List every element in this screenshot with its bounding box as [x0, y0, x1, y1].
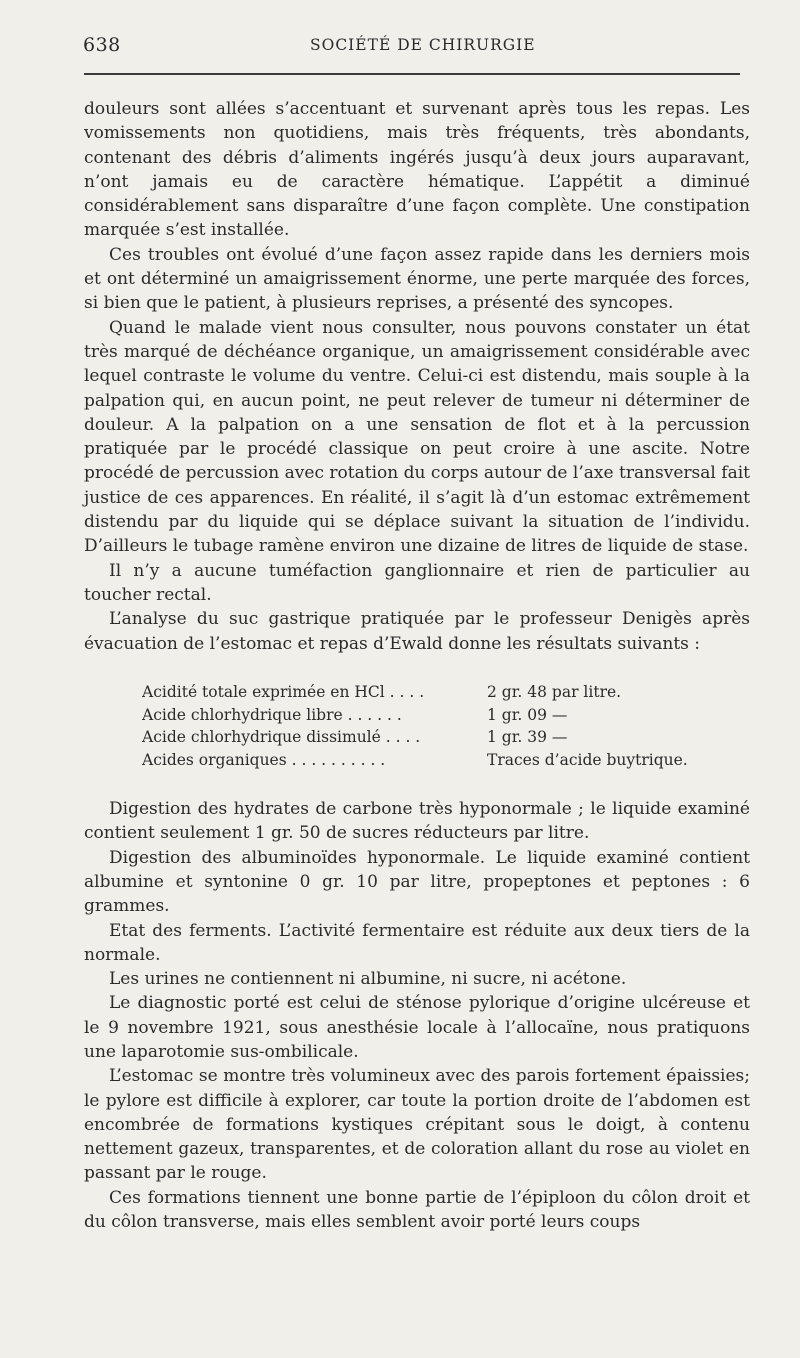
result-value: 1 gr. 09 —: [487, 705, 568, 724]
result-label: Acide chlorhydrique libre . . . . . .: [142, 705, 402, 724]
page-header: [0, 0, 800, 70]
header-rule: [84, 73, 740, 75]
paragraph: Quand le malade vient nous consulter, nous pouvons constater un état très marqué de déchéance organique, un amaigrissement considérable avec lequel contraste le volume du ventre. Celui-ci est distendu, mais souple à la palpation qui, en aucun point, ne peut relever de tumeur ni déterminer de douleur. A la palpation on a une sensation de flot et à la percussion pratiquée par le procédé classique on peut croire à une ascite. Notre procédé de percussion avec rotation du corps autour de l’axe transversal fait justice de ces apparences. En réalité, il s’agit là d’un estomac extrêmement distendu par du liquide qui se déplace suivant la situation de l’individu. D’ailleurs le tubage ramène environ une dizaine de litres de liquide de stase.: [84, 317, 750, 557]
paragraph: Digestion des albuminoïdes hyponormale. Le liquide examiné contient albumine et syntonine 0 gr. 10 par litre, propeptones et peptones : 6 grammes.: [84, 847, 750, 917]
results-row: [142, 726, 732, 749]
result-label: Acidité totale exprimée en HCl . . . .: [142, 682, 425, 701]
results-row: [142, 749, 732, 772]
result-value: 1 gr. 39 —: [487, 728, 568, 747]
paragraph: Ces formations tiennent une bonne partie de l’épiploon du côlon droit et du côlon transverse, mais elles semblent avoir porté leurs coups: [84, 1187, 750, 1233]
result-label: Acide chlorhydrique dissimulé . . . .: [142, 728, 421, 747]
page-number: 638: [83, 34, 121, 56]
paragraph: Il n’y a aucune tuméfaction ganglionnaire et rien de particulier au toucher rectal.: [84, 560, 750, 605]
paragraph: douleurs sont allées s’accentuant et survenant après tous les repas. Les vomissements non quotidiens, mais très fréquents, très abondants, contenant des débris d’aliments ingérés jusqu’à deux jours auparavant, n’ont jamais eu de caractère hématique. L’appétit a diminué considérablement sans disparaître d’une façon complète. Une constipation marquée s’est installée.: [84, 99, 750, 241]
results-row: [142, 704, 732, 727]
result-value: 2 gr. 48 par litre.: [487, 682, 622, 701]
paragraph: L’estomac se montre très volumineux avec des parois fortement épaissies; le pylore est difficile à explorer, car toute la portion droite de l’abdomen est encombrée de formations kystiques crépitant sous le doigt, à contenu nettement gazeux, transparentes, et de coloration allant du rose au violet en passant par le rouge.: [84, 1066, 750, 1184]
analysis-results-table: [142, 681, 732, 772]
running-title: SOCIÉTÉ DE CHIRURGIE: [310, 36, 536, 54]
paragraph: Etat des ferments. L’activité fermentaire est réduite aux deux tiers de la normale.: [84, 920, 750, 965]
paragraph: Le diagnostic porté est celui de sténose pylorique d’origine ulcéreuse et le 9 novembre 1921, sous anesthésie locale à l’allocaïne, nous pratiquons une laparotomie sus-ombilicale.: [84, 993, 750, 1062]
paragraph: Digestion des hydrates de carbone très hyponormale ; le liquide examiné contient seulement 1 gr. 50 de sucres réducteurs par litre.: [84, 799, 750, 844]
body-text: [84, 97, 750, 1234]
paragraph: Ces troubles ont évolué d’une façon assez rapide dans les derniers mois et ont déterminé un amaigrissement énorme, une perte marquée des forces, si bien que le patient, à plusieurs reprises, a présenté des syncopes.: [84, 244, 750, 314]
results-row: [142, 681, 732, 704]
paragraph: L’analyse du suc gastrique pratiquée par le professeur Denigès après évacuation de l’estomac et repas d’Ewald donne les résultats suivants :: [84, 609, 750, 654]
paragraph: Les urines ne contiennent ni albumine, ni sucre, ni acétone.: [109, 969, 627, 990]
result-label: Acides organiques . . . . . . . . . .: [142, 751, 386, 770]
result-value: Traces d’acide buytrique.: [487, 751, 688, 770]
